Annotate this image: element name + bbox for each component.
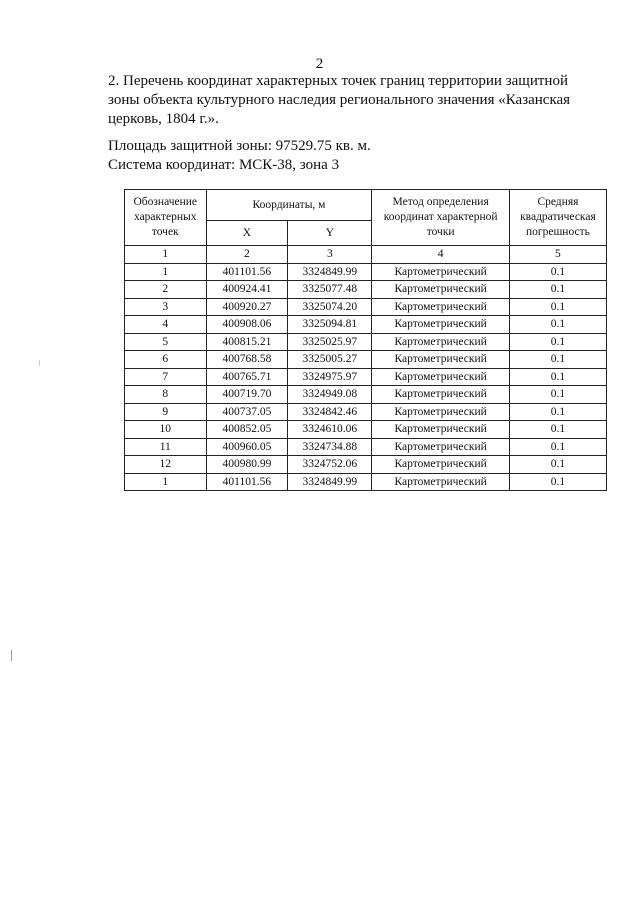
cell-point: 8 <box>125 386 207 404</box>
cell-method: Картометрический <box>372 263 509 281</box>
coordinates-table <box>124 189 607 491</box>
cell-x: 400765.71 <box>206 368 288 386</box>
cell-x: 400920.27 <box>206 298 288 316</box>
cell-y: 3325005.27 <box>288 351 372 369</box>
cell-y: 3324975.97 <box>288 368 372 386</box>
cell-error: 0.1 <box>509 333 606 351</box>
table-row <box>125 456 607 474</box>
cell-method: Картометрический <box>372 473 509 491</box>
column-number: 3 <box>288 246 372 264</box>
cell-method: Картометрический <box>372 403 509 421</box>
cell-error: 0.1 <box>509 351 606 369</box>
cell-error: 0.1 <box>509 298 606 316</box>
cell-point: 9 <box>125 403 207 421</box>
cell-x: 401101.56 <box>206 263 288 281</box>
cell-method: Картометрический <box>372 298 509 316</box>
section-heading: 2. Перечень координат характерных точек границ территории защитной зоны объекта культурного наследия регионального значения «Казанская церковь, 1804 г.». <box>108 73 571 127</box>
page-number: 2 <box>315 56 324 72</box>
cell-y: 3325094.81 <box>288 316 372 334</box>
table-row <box>125 316 607 334</box>
table-row <box>125 333 607 351</box>
header-x: X <box>206 221 288 246</box>
cell-x: 400719.70 <box>206 386 288 404</box>
table-header <box>125 190 607 246</box>
cell-y: 3324849.99 <box>288 263 372 281</box>
cell-x: 400960.05 <box>206 438 288 456</box>
column-number: 1 <box>125 246 207 264</box>
cell-point: 1 <box>125 473 207 491</box>
cell-error: 0.1 <box>509 386 606 404</box>
cell-method: Картометрический <box>372 281 509 299</box>
protective-zone-area: Площадь защитной зоны: 97529.75 кв. м. <box>108 138 371 154</box>
table-row <box>125 263 607 281</box>
header-y: Y <box>288 221 372 246</box>
cell-error: 0.1 <box>509 473 606 491</box>
cell-error: 0.1 <box>509 403 606 421</box>
coordinate-system: Система координат: МСК-38, зона 3 <box>108 157 340 173</box>
cell-point: 5 <box>125 333 207 351</box>
cell-point: 3 <box>125 298 207 316</box>
cell-error: 0.1 <box>509 281 606 299</box>
table-row <box>125 368 607 386</box>
cell-method: Картометрический <box>372 456 509 474</box>
cell-y: 3324842.46 <box>288 403 372 421</box>
cell-error: 0.1 <box>509 456 606 474</box>
cell-point: 11 <box>125 438 207 456</box>
cell-method: Картометрический <box>372 368 509 386</box>
cell-y: 3324734.88 <box>288 438 372 456</box>
table-row <box>125 421 607 439</box>
cell-y: 3324949.08 <box>288 386 372 404</box>
cell-method: Картометрический <box>372 351 509 369</box>
cell-x: 400980.99 <box>206 456 288 474</box>
cell-error: 0.1 <box>509 368 606 386</box>
cell-point: 6 <box>125 351 207 369</box>
table-row <box>125 281 607 299</box>
table-row <box>125 298 607 316</box>
table-row <box>125 351 607 369</box>
cell-x: 400924.41 <box>206 281 288 299</box>
cell-method: Картометрический <box>372 333 509 351</box>
column-number: 4 <box>372 246 509 264</box>
table-row <box>125 473 607 491</box>
cell-y: 3324849.99 <box>288 473 372 491</box>
cell-point: 1 <box>125 263 207 281</box>
cell-point: 7 <box>125 368 207 386</box>
cell-x: 400768.58 <box>206 351 288 369</box>
cell-x: 400737.05 <box>206 403 288 421</box>
cell-method: Картометрический <box>372 438 509 456</box>
cell-error: 0.1 <box>509 316 606 334</box>
cell-x: 400815.21 <box>206 333 288 351</box>
cell-x: 400908.06 <box>206 316 288 334</box>
cell-point: 10 <box>125 421 207 439</box>
header-mean-square-error: Средняя квадратическая погрешность <box>509 190 606 246</box>
column-number: 2 <box>206 246 288 264</box>
header-point-designation: Обозначение характерных точек <box>125 190 207 246</box>
cell-x: 400852.05 <box>206 421 288 439</box>
header-coordinates: Координаты, м <box>206 190 372 221</box>
cell-error: 0.1 <box>509 438 606 456</box>
cell-y: 3325025.97 <box>288 333 372 351</box>
cell-error: 0.1 <box>509 421 606 439</box>
table-body <box>125 246 607 491</box>
cell-y: 3325077.48 <box>288 281 372 299</box>
cell-method: Картометрический <box>372 386 509 404</box>
cell-method: Картометрический <box>372 316 509 334</box>
cell-y: 3324610.06 <box>288 421 372 439</box>
cell-point: 2 <box>125 281 207 299</box>
scan-artifact <box>39 360 40 366</box>
column-numbering-row <box>125 246 607 264</box>
cell-error: 0.1 <box>509 263 606 281</box>
cell-y: 3324752.06 <box>288 456 372 474</box>
header-method: Метод определения координат характерной точки <box>372 190 509 246</box>
table-row <box>125 438 607 456</box>
cell-x: 401101.56 <box>206 473 288 491</box>
cell-point: 4 <box>125 316 207 334</box>
cell-y: 3325074.20 <box>288 298 372 316</box>
scan-artifact <box>11 650 12 661</box>
column-number: 5 <box>509 246 606 264</box>
table-row <box>125 403 607 421</box>
table-row <box>125 386 607 404</box>
cell-point: 12 <box>125 456 207 474</box>
cell-method: Картометрический <box>372 421 509 439</box>
